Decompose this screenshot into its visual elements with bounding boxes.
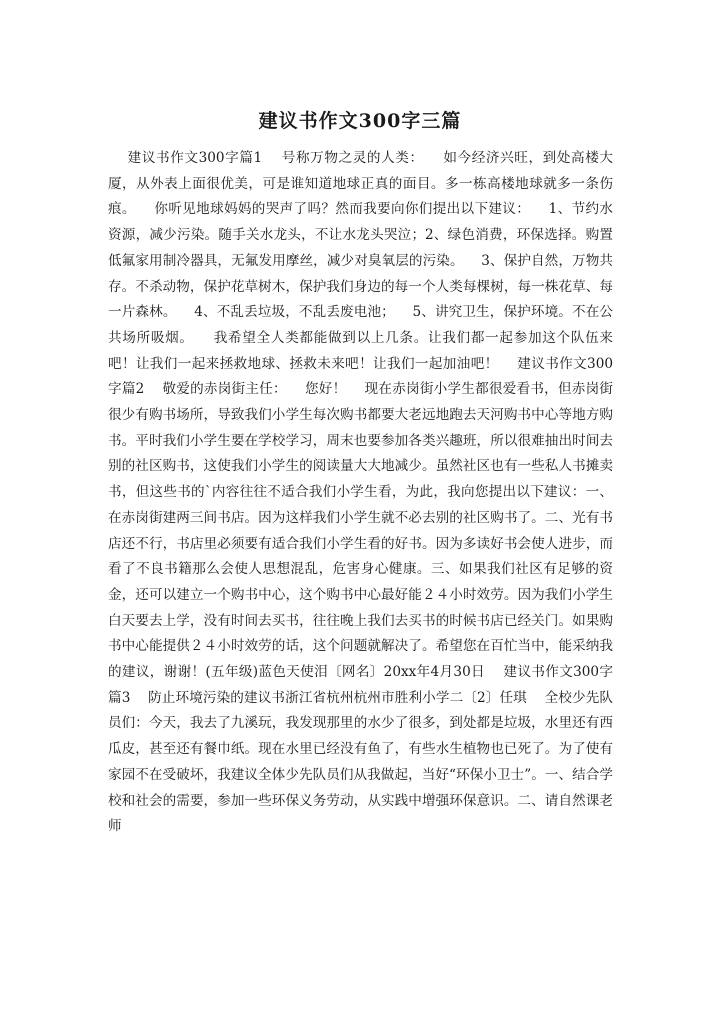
document-title: 建议书作文300字三篇 [258, 110, 462, 132]
document-body: 建议书作文300字篇1 号称万物之灵的人类： 如今经济兴旺，到处高楼大厦，从外表上面很优美，可是谁知道地球正真的面目。多一栋高楼地球就多一条伤痕。 你听见地球妈妈的哭声了吗？然而我要向你们提出以下建议： 1、节约水资源，减少污染。随手关水龙头，不让水龙头哭泣；2、绿色消费，环保选择。购置低氟家用制冷器具，无氟发用摩丝，减少对臭氧层的污染。 3、保护自然，万物共存。不杀动物，保护花草树木，保护我们身边的每一个人类每棵树，每一株花草、每一片森林。 4、不乱丢垃圾，不乱丢废电池； 5、讲究卫生，保护环境。不在公共场所吸烟。 我希望全人类都能做到以上几条。让我们都一起参加这个队伍来吧！让我们一起来拯救地球、拯救未来吧！让我们一起加油吧！ 建议书作文300字篇2 敬爱的赤岗街主任： 您好！ 现在赤岗街小学生都很爱看书，但赤岗街很少有购书场所，导致我们小学生每次购书都要大老远地跑去天河购书中心等地方购书。平时我们小学生要在学校学习，周末也要参加各类兴趣班，所以很难抽出时间去别的社区购书，这使我们小学生的阅读量大大地减少。虽然社区也有一些私人书摊卖书，但这些书的`内容往往不适合我们小学生看，为此，我向您提出以下建议：一、在赤岗街建两三间书店。因为这样我们小学生就不必去别的社区购书了。二、光有书店还不行，书店里必须要有适合我们小学生看的好书。因为多读好书会使人进步，而看了不良书籍那么会使人思想混乱，危害身心健康。三、如果我们社区有足够的资金，还可以建立一个购书中心，这个购书中心最好能２４小时效劳。因为我们小学生白天要去上学，没有时间去买书，往往晚上我们去买书的时候书店已经关门。如果购书中心能提供２４小时效劳的话，这个问题就解决了。希望您在百忙当中，能采纳我的建议，谢谢！(五年级)蓝色天使泪〔网名〕20xx年4月30日 建议书作文300字篇3 防止环境污染的建议书浙江省杭州杭州市胜利小学二〔2〕任琪 全校少先队员们：今天，我去了九溪玩，我发现那里的水少了很多，到处都是垃圾，水里还有西瓜皮，甚至还有餐巾纸。现在水里已经没有鱼了，有些水生植物也已死了。为了使有家园不在受破坏，我建议全体少先队员们从我做起，当好“环保小卫士”。一、结合学校和社会的需要，参加一些环保义务劳动，从实践中增强环保意识。二、请自然课老师 [108, 150, 613, 835]
